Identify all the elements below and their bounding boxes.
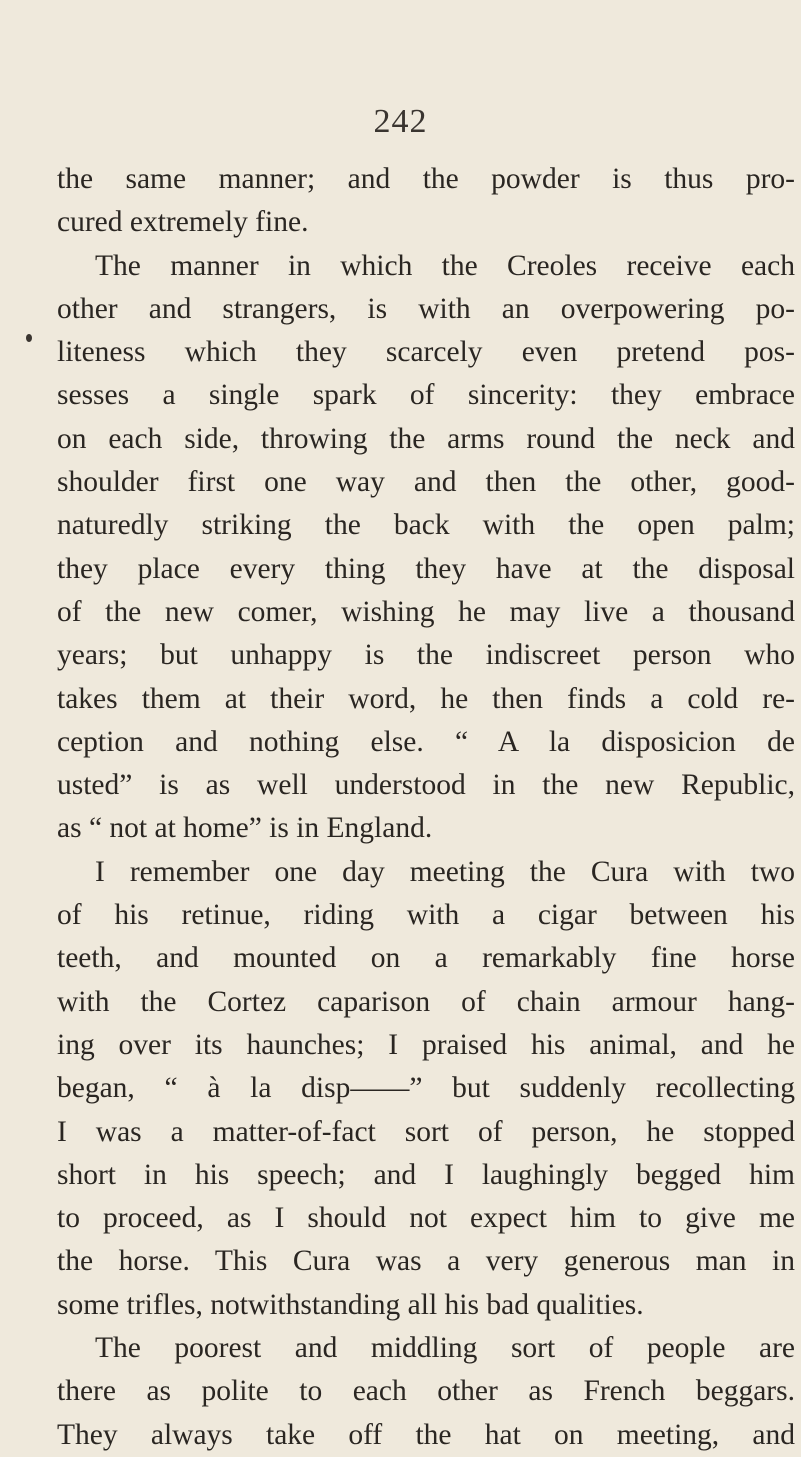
page-number: 242 bbox=[373, 103, 428, 140]
text-line: cured extremely fine. bbox=[57, 206, 309, 239]
text-line: began, “ à la disp——” but suddenly recollecting bbox=[57, 1072, 795, 1105]
text-line: ception and nothing else. “ A la disposicion de bbox=[57, 725, 795, 758]
text-line: liteness which they scarcely even pretend pos- bbox=[57, 336, 795, 369]
text-line: to proceed, as I should not expect him to give me bbox=[57, 1202, 795, 1235]
text-line: the same manner; and the powder is thus pro- bbox=[57, 163, 795, 195]
text-line: as “ not at home” is in England. bbox=[57, 812, 433, 845]
text-line: shoulder first one way and then the other, good- bbox=[57, 466, 795, 499]
body-text bbox=[57, 158, 795, 1457]
text-line: teeth, and mounted on a remarkably fine horse bbox=[57, 942, 795, 975]
text-line: They always take off the hat on meeting, and bbox=[57, 1418, 795, 1451]
text-line: of the new comer, wishing he may live a thousand bbox=[57, 595, 795, 628]
text-line: on each side, throwing the arms round the neck and bbox=[57, 422, 795, 455]
text-line: some trifles, notwithstanding all his bad qualities. bbox=[57, 1288, 644, 1321]
text-line: years; but unhappy is the indiscreet person who bbox=[57, 639, 795, 672]
text-line: I was a matter-of-fact sort of person, he stopped bbox=[57, 1115, 795, 1148]
text-line: they place every thing they have at the disposal bbox=[57, 552, 795, 585]
text-line: there as polite to each other as French beggars. bbox=[57, 1375, 795, 1408]
ink-speck bbox=[26, 334, 32, 342]
text-line: the horse. This Cura was a very generous man in bbox=[57, 1245, 795, 1278]
text-line: ing over its haunches; I praised his animal, and he bbox=[57, 1028, 795, 1061]
text-line: usted” is as well understood in the new Republic, bbox=[57, 769, 795, 802]
text-line: of his retinue, riding with a cigar between his bbox=[57, 899, 795, 932]
text-line: with the Cortez caparison of chain armour hang- bbox=[57, 985, 795, 1018]
text-line: other and strangers, is with an overpowering po- bbox=[57, 292, 795, 325]
text-line: naturedly striking the back with the open palm; bbox=[57, 509, 795, 542]
text-line: The manner in which the Creoles receive each bbox=[95, 249, 795, 282]
text-line: short in his speech; and I laughingly begged him bbox=[57, 1158, 795, 1191]
text-line: The poorest and middling sort of people are bbox=[95, 1332, 795, 1365]
text-line: takes them at their word, he then finds a cold re- bbox=[57, 682, 795, 715]
text-line: sesses a single spark of sincerity: they embrace bbox=[57, 379, 795, 412]
text-line: I remember one day meeting the Cura with two bbox=[95, 855, 795, 888]
